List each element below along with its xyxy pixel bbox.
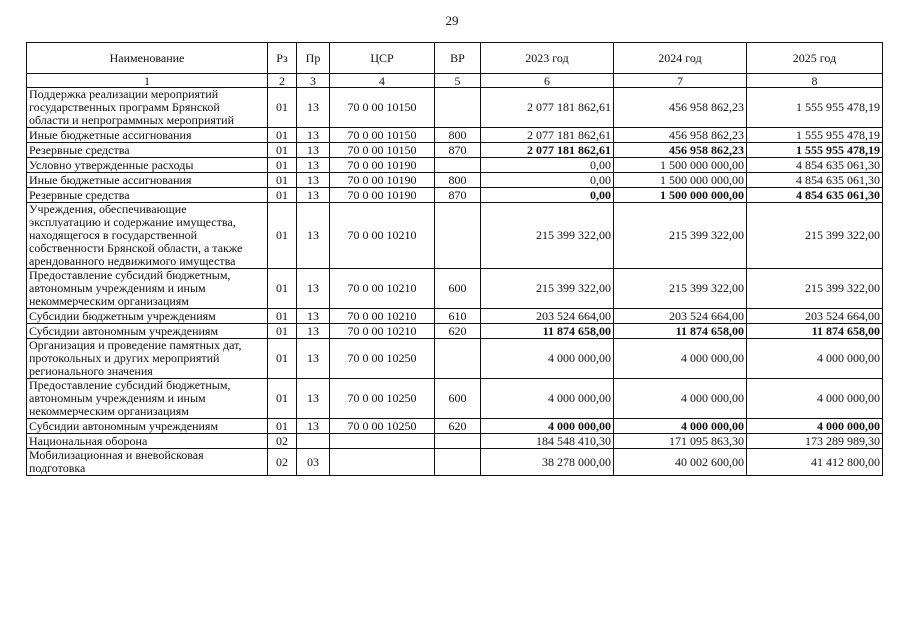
table-row (27, 203, 883, 269)
column-index-row (27, 74, 883, 88)
row-name: Предоставление субсидий бюджетным, автономным учреждениям и иным некоммерческим организациям (27, 379, 268, 419)
row-value-2023: 2 077 181 862,61 (481, 143, 614, 158)
row-value-2023: 203 524 664,00 (481, 309, 614, 324)
row-pr: 03 (297, 449, 330, 476)
row-value-2025: 4 000 000,00 (747, 339, 883, 379)
row-value-2025: 173 289 989,30 (747, 434, 883, 449)
row-rz: 02 (268, 449, 297, 476)
row-rz: 02 (268, 434, 297, 449)
row-vr (435, 158, 481, 173)
row-value-2024: 4 000 000,00 (614, 419, 747, 434)
row-name: Предоставление субсидий бюджетным, автономным учреждениям и иным некоммерческим организациям (27, 269, 268, 309)
row-value-2023: 2 077 181 862,61 (481, 88, 614, 128)
row-rz: 01 (268, 339, 297, 379)
row-value-2023: 0,00 (481, 173, 614, 188)
row-pr: 13 (297, 173, 330, 188)
column-index: 7 (614, 74, 747, 88)
row-value-2024: 171 095 863,30 (614, 434, 747, 449)
row-value-2024: 203 524 664,00 (614, 309, 747, 324)
table-row (27, 309, 883, 324)
table-row (27, 158, 883, 173)
row-csr: 70 0 00 10250 (330, 379, 435, 419)
row-vr: 870 (435, 143, 481, 158)
column-index: 4 (330, 74, 435, 88)
row-value-2024: 4 000 000,00 (614, 339, 747, 379)
row-csr: 70 0 00 10190 (330, 158, 435, 173)
row-value-2023: 4 000 000,00 (481, 419, 614, 434)
row-name: Субсидии бюджетным учреждениям (27, 309, 268, 324)
row-value-2025: 215 399 322,00 (747, 269, 883, 309)
row-csr: 70 0 00 10250 (330, 339, 435, 379)
column-index: 5 (435, 74, 481, 88)
row-value-2024: 215 399 322,00 (614, 203, 747, 269)
row-value-2023: 0,00 (481, 158, 614, 173)
row-rz: 01 (268, 128, 297, 143)
row-value-2025: 215 399 322,00 (747, 203, 883, 269)
row-vr: 600 (435, 269, 481, 309)
row-csr: 70 0 00 10250 (330, 419, 435, 434)
row-name: Резервные средства (27, 143, 268, 158)
row-csr: 70 0 00 10210 (330, 309, 435, 324)
column-index: 6 (481, 74, 614, 88)
row-value-2025: 4 854 635 061,30 (747, 158, 883, 173)
row-value-2025: 4 854 635 061,30 (747, 173, 883, 188)
row-csr: 70 0 00 10150 (330, 143, 435, 158)
row-vr: 620 (435, 419, 481, 434)
table-row (27, 143, 883, 158)
page-number: 29 (445, 13, 459, 28)
row-name: Условно утвержденные расходы (27, 158, 268, 173)
row-pr: 13 (297, 158, 330, 173)
row-rz: 01 (268, 379, 297, 419)
row-name: Учреждения, обеспечивающие эксплуатацию и содержание имущества, находящегося в государственной собственности Брянской области, а также арендованного недвижимого имущества (27, 203, 268, 269)
row-value-2024: 456 958 862,23 (614, 143, 747, 158)
row-name: Национальная оборона (27, 434, 268, 449)
row-pr (297, 434, 330, 449)
row-csr: 70 0 00 10150 (330, 128, 435, 143)
row-vr: 800 (435, 173, 481, 188)
row-rz: 01 (268, 173, 297, 188)
table-header-row (27, 43, 883, 74)
row-csr: 70 0 00 10210 (330, 269, 435, 309)
row-value-2024: 1 500 000 000,00 (614, 158, 747, 173)
row-pr: 13 (297, 188, 330, 203)
row-rz: 01 (268, 324, 297, 339)
table-body (27, 88, 883, 476)
table-row (27, 419, 883, 434)
row-csr (330, 434, 435, 449)
row-name: Мобилизационная и вневойсковая подготовка (27, 449, 268, 476)
row-value-2024: 11 874 658,00 (614, 324, 747, 339)
row-value-2025: 1 555 955 478,19 (747, 143, 883, 158)
column-header-pr: Пр (297, 43, 330, 74)
row-value-2024: 1 500 000 000,00 (614, 188, 747, 203)
table-row (27, 173, 883, 188)
row-value-2025: 4 000 000,00 (747, 419, 883, 434)
row-vr: 870 (435, 188, 481, 203)
row-rz: 01 (268, 188, 297, 203)
row-vr (435, 449, 481, 476)
row-value-2024: 1 500 000 000,00 (614, 173, 747, 188)
row-value-2025: 4 854 635 061,30 (747, 188, 883, 203)
table-row (27, 88, 883, 128)
row-value-2025: 4 000 000,00 (747, 379, 883, 419)
row-value-2025: 203 524 664,00 (747, 309, 883, 324)
row-name: Поддержка реализации мероприятий государственных программ Брянской области и непрограммных мероприятий (27, 88, 268, 128)
table-row (27, 128, 883, 143)
budget-table (26, 42, 883, 476)
row-value-2025: 11 874 658,00 (747, 324, 883, 339)
column-index: 1 (27, 74, 268, 88)
row-rz: 01 (268, 309, 297, 324)
row-pr: 13 (297, 419, 330, 434)
table-row (27, 339, 883, 379)
row-value-2023: 4 000 000,00 (481, 379, 614, 419)
table-row (27, 324, 883, 339)
table-row (27, 434, 883, 449)
row-vr (435, 203, 481, 269)
row-name: Иные бюджетные ассигнования (27, 173, 268, 188)
row-vr: 600 (435, 379, 481, 419)
table-row (27, 188, 883, 203)
row-value-2024: 4 000 000,00 (614, 379, 747, 419)
column-index: 8 (747, 74, 883, 88)
row-rz: 01 (268, 203, 297, 269)
row-value-2023: 184 548 410,30 (481, 434, 614, 449)
table-row (27, 269, 883, 309)
row-value-2023: 11 874 658,00 (481, 324, 614, 339)
row-name: Субсидии автономным учреждениям (27, 419, 268, 434)
column-header-2024: 2024 год (614, 43, 747, 74)
row-name: Организация и проведение памятных дат, протокольных и других мероприятий регионального значения (27, 339, 268, 379)
row-pr: 13 (297, 88, 330, 128)
row-value-2024: 40 002 600,00 (614, 449, 747, 476)
row-csr (330, 449, 435, 476)
row-pr: 13 (297, 324, 330, 339)
row-pr: 13 (297, 128, 330, 143)
column-index: 2 (268, 74, 297, 88)
row-value-2023: 215 399 322,00 (481, 269, 614, 309)
table-row (27, 449, 883, 476)
row-pr: 13 (297, 269, 330, 309)
row-vr (435, 434, 481, 449)
row-vr: 800 (435, 128, 481, 143)
row-pr: 13 (297, 203, 330, 269)
row-vr: 610 (435, 309, 481, 324)
row-value-2025: 1 555 955 478,19 (747, 128, 883, 143)
row-pr: 13 (297, 143, 330, 158)
row-csr: 70 0 00 10190 (330, 173, 435, 188)
row-csr: 70 0 00 10190 (330, 188, 435, 203)
row-name: Резервные средства (27, 188, 268, 203)
row-vr: 620 (435, 324, 481, 339)
row-rz: 01 (268, 88, 297, 128)
column-header-name: Наименование (27, 43, 268, 74)
row-value-2023: 0,00 (481, 188, 614, 203)
row-rz: 01 (268, 143, 297, 158)
column-header-vr: ВР (435, 43, 481, 74)
row-value-2023: 4 000 000,00 (481, 339, 614, 379)
column-header-csr: ЦСР (330, 43, 435, 74)
row-name: Субсидии автономным учреждениям (27, 324, 268, 339)
row-value-2024: 215 399 322,00 (614, 269, 747, 309)
column-index: 3 (297, 74, 330, 88)
row-vr (435, 339, 481, 379)
row-value-2024: 456 958 862,23 (614, 88, 747, 128)
row-pr: 13 (297, 309, 330, 324)
row-value-2025: 41 412 800,00 (747, 449, 883, 476)
row-value-2023: 38 278 000,00 (481, 449, 614, 476)
row-value-2023: 215 399 322,00 (481, 203, 614, 269)
row-value-2025: 1 555 955 478,19 (747, 88, 883, 128)
column-header-2025: 2025 год (747, 43, 883, 74)
row-value-2024: 456 958 862,23 (614, 128, 747, 143)
row-rz: 01 (268, 269, 297, 309)
row-csr: 70 0 00 10210 (330, 203, 435, 269)
row-name: Иные бюджетные ассигнования (27, 128, 268, 143)
row-rz: 01 (268, 158, 297, 173)
row-csr: 70 0 00 10150 (330, 88, 435, 128)
column-header-2023: 2023 год (481, 43, 614, 74)
column-header-rz: Рз (268, 43, 297, 74)
row-vr (435, 88, 481, 128)
row-pr: 13 (297, 379, 330, 419)
row-rz: 01 (268, 419, 297, 434)
row-csr: 70 0 00 10210 (330, 324, 435, 339)
row-pr: 13 (297, 339, 330, 379)
row-value-2023: 2 077 181 862,61 (481, 128, 614, 143)
table-row (27, 379, 883, 419)
